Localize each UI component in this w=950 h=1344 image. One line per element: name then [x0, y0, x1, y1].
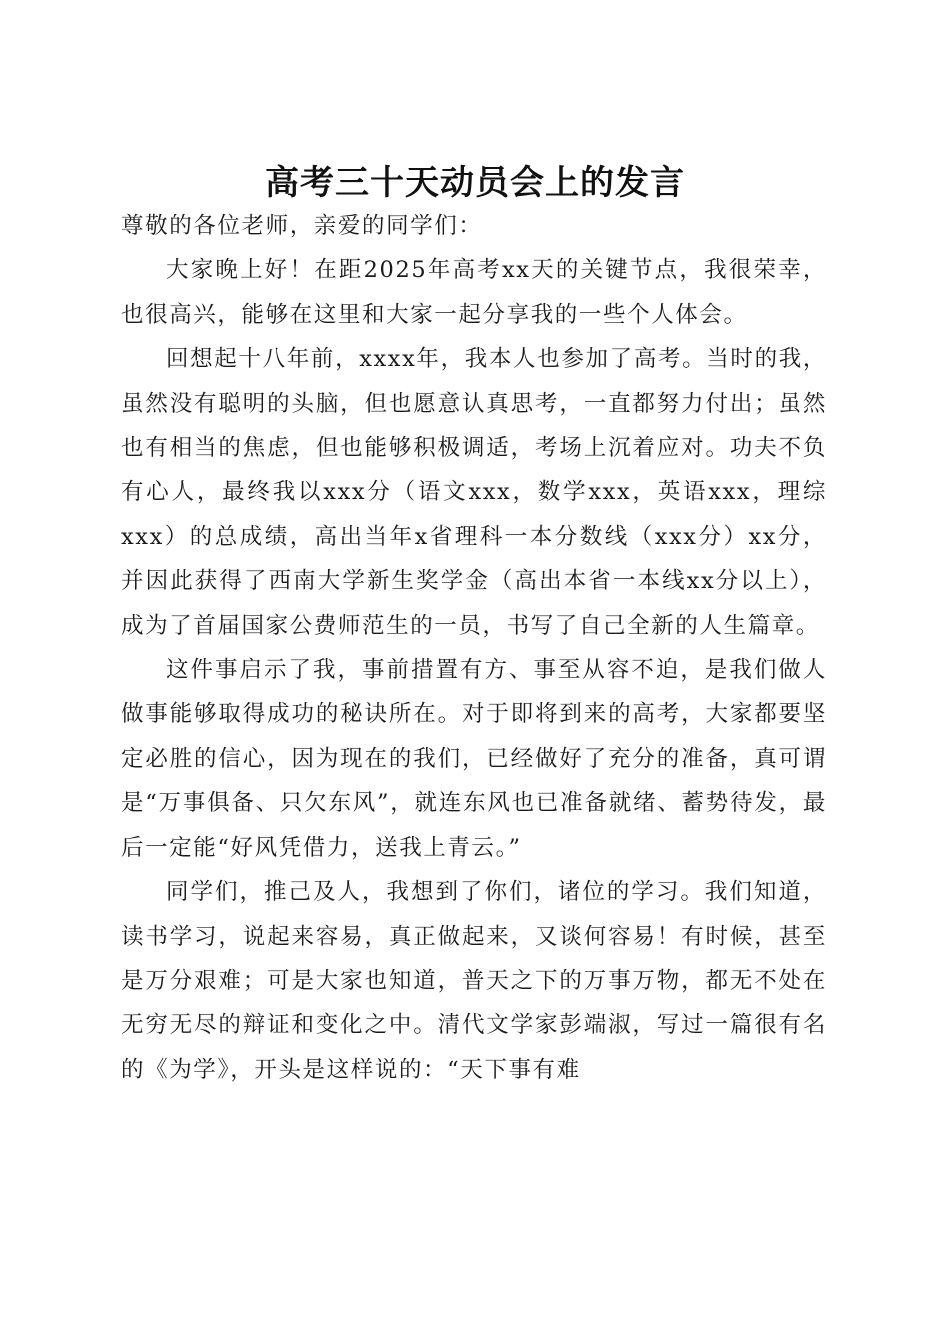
- document-title: 高考三十天动员会上的发言: [265, 162, 685, 203]
- paragraph-2: 回想起十八年前，xxxx年，我本人也参加了高考。当时的我，虽然没有聪明的头脑，但也愿意认真思考，一直都努力付出；虽然也有相当的焦虑，但也能够积极调适，考场上沉着应对。功夫不负有心人，最终我以xxx分（语文xxx，数学xxx，英语xxx，理综xxx）的总成绩，高出当年x省理科一本分数线（xxx分）xx分，并因此获得了西南大学新生奖学金（高出本省一本线xx分以上），成为了首届国家公费师范生的一员，书写了自己全新的人生篇章。: [121, 346, 827, 639]
- document-body: [121, 204, 827, 1092]
- paragraph-4: 同学们，推己及人，我想到了你们，诸位的学习。我们知道，读书学习，说起来容易，真正做起来，又谈何容易！有时候，甚至是万分艰难；可是大家也知道，普天之下的万事万物，都无不处在无穷无尽的辩证和变化之中。清代文学家彭端淑，写过一篇很有名的《为学》，开头是这样说的：“天下事有难: [121, 879, 827, 1083]
- paragraph-3: 这件事启示了我，事前措置有方、事至从容不迫，是我们做人做事能够取得成功的秘诀所在。对于即将到来的高考，大家都要坚定必胜的信心，因为现在的我们，已经做好了充分的准备，真可谓是“万事俱备、只欠东风”，就连东风也已准备就绪、蓄势待发，最后一定能“好风凭借力，送我上青云。”: [121, 657, 827, 861]
- salutation: 尊敬的各位老师，亲爱的同学们：: [121, 213, 483, 239]
- paragraph-1: 大家晚上好！在距2025年高考xx天的关键节点，我很荣幸，也很高兴，能够在这里和大家一起分享我的一些个人体会。: [121, 257, 827, 328]
